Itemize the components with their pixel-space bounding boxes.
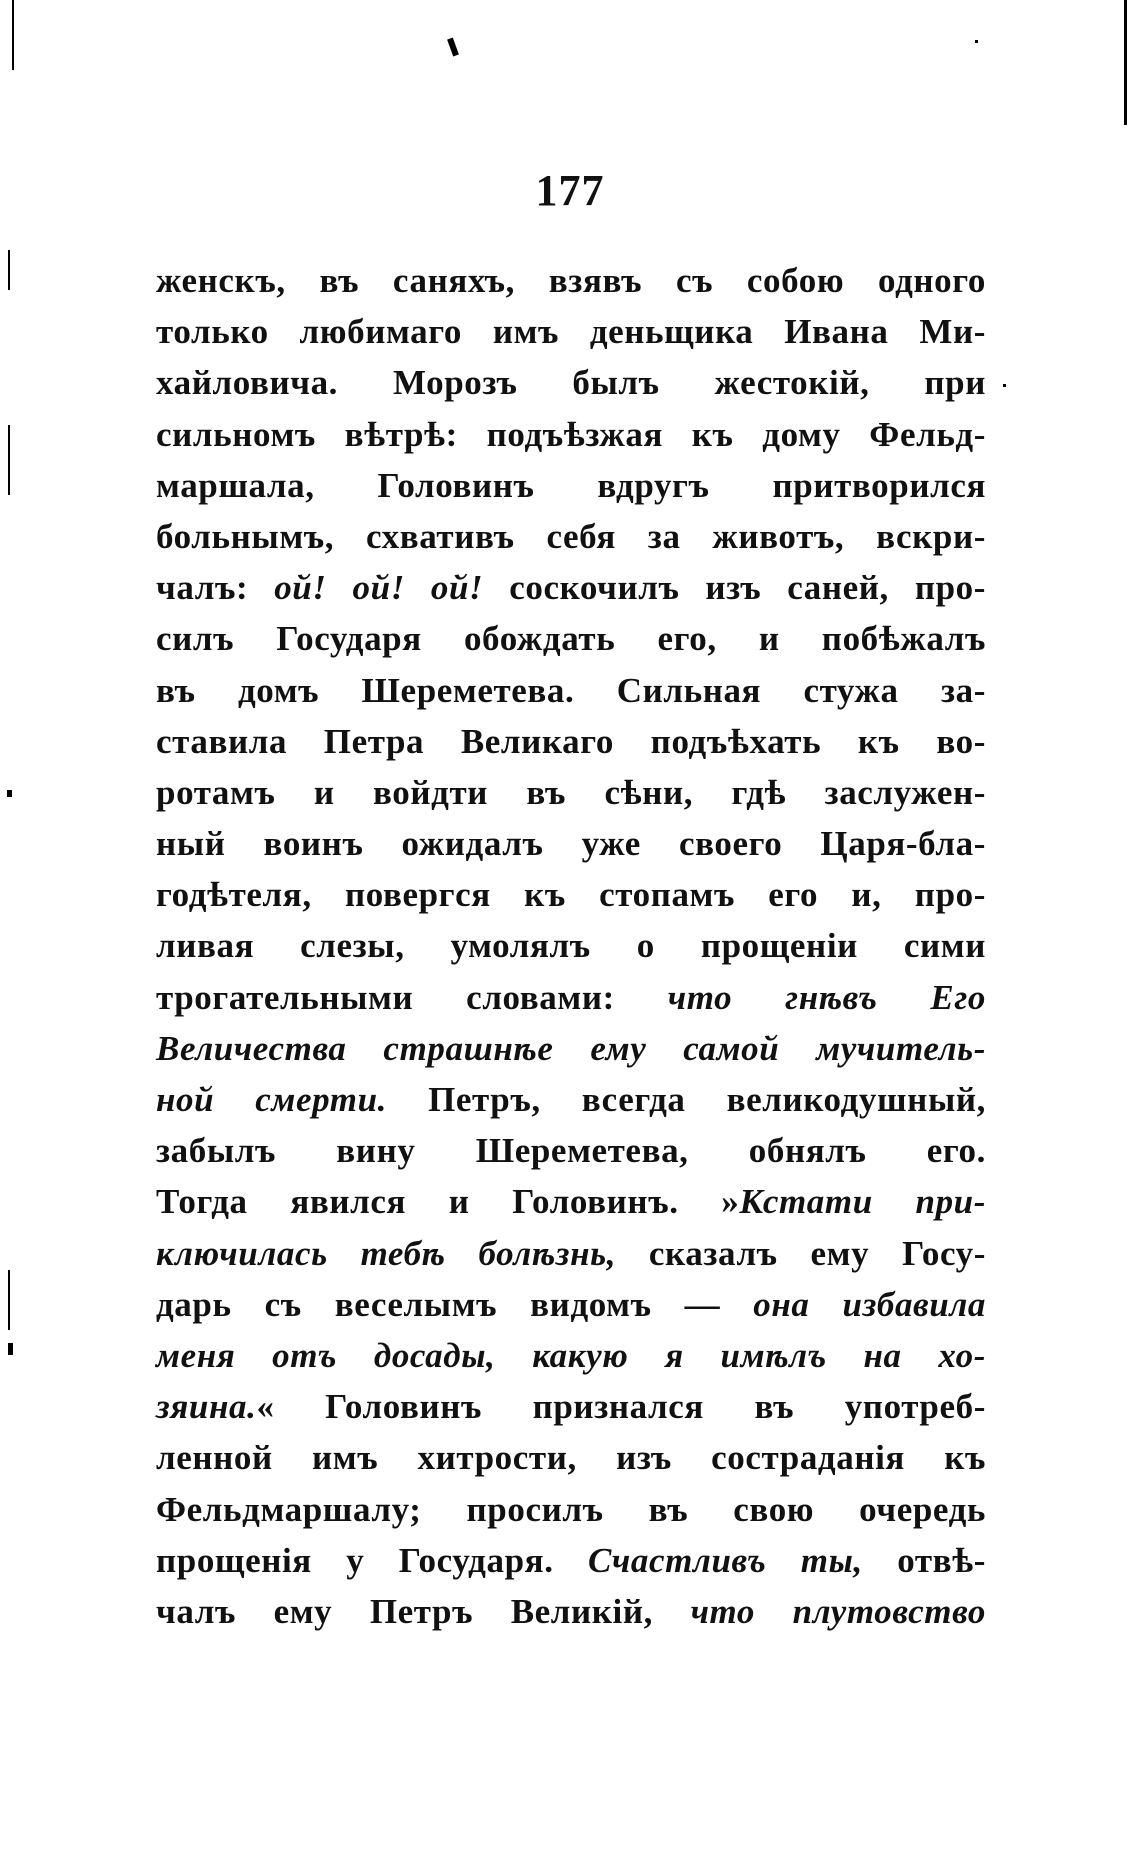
text-line [156,613,986,664]
text-span: « Головинъ признался въ употреб- [256,1387,986,1427]
text-span: ный воинъ ожидалъ уже своего Царя-бла- [156,824,986,864]
scan-artifact [12,0,14,70]
text-span: ротамъ и войдти въ сѣни, гдѣ заслужен- [156,772,986,812]
scan-artifact [1003,384,1006,387]
text-span: дарь съ веселымъ видомъ — [156,1284,754,1324]
text-line [156,1535,986,1586]
text-span: въ домъ Шереметева. Сильная стужа за- [156,670,986,710]
text-span: хайловича. Морозъ былъ жестокій, при [156,363,986,403]
text-line [156,306,986,357]
text-line [156,460,986,511]
text-span: маршала, Головинъ вдругъ притворился [156,465,986,505]
italic-text: Величества страшнѣе ему самой мучитель- [156,1028,986,1068]
italic-text: Кстати при- [739,1182,986,1222]
scan-artifact [447,38,459,57]
text-span: больнымъ, схвативъ себя за животъ, вскри- [156,516,986,556]
text-line [156,357,986,408]
text-line [156,511,986,562]
scan-artifact [1124,0,1127,125]
text-line [156,767,986,818]
text-line [156,1074,986,1125]
italic-text: меня отъ досады, какую я имѣлъ на хо- [156,1335,986,1375]
scan-artifact [8,1343,13,1355]
text-span: только любимаго имъ деньщика Ивана Ми- [156,312,986,352]
text-span: чалъ: [156,568,275,608]
text-span: сказалъ ему Госу- [616,1233,986,1273]
text-line [156,1279,986,1330]
text-span: ленной имъ хитрости, изъ состраданія къ [156,1438,986,1478]
text-line [156,716,986,767]
italic-text: она избавила [753,1284,987,1324]
italic-text: Счастливъ ты, [587,1540,863,1580]
italic-text: что гнѣвъ Его [667,977,986,1017]
text-line [156,665,986,716]
italic-text: что плутовство [690,1591,986,1631]
text-span: забылъ вину Шереметева, обнялъ его. [156,1131,986,1171]
text-span: отвѣ- [862,1540,986,1580]
text-line [156,1330,986,1381]
text-span: силъ Государя обождать его, и побѣжалъ [156,619,986,659]
italic-text: зяина. [156,1387,257,1427]
text-line [156,1176,986,1227]
text-line [156,972,986,1023]
text-line [156,1381,986,1432]
text-line [156,1586,986,1637]
text-span: прощенія у Государя. [156,1540,588,1580]
body-text [156,255,986,1637]
text-line [156,920,986,971]
text-span: годѣтеля, повергся къ стопамъ его и, про- [156,875,986,915]
text-line [156,255,986,306]
text-span: чалъ ему Петръ Великій, [156,1591,691,1631]
text-line [156,1125,986,1176]
page-number: 177 [535,166,605,215]
scan-artifact [8,1270,10,1330]
italic-text: ключилась тебѣ болѣзнь, [156,1233,617,1273]
scan-artifact [975,40,978,43]
text-line [156,1023,986,1074]
scan-artifact [7,790,12,797]
text-span: трогательными словами: [156,977,668,1017]
text-line [156,562,986,613]
text-span: Фельдмаршалу; просилъ въ свою очередь [156,1489,986,1529]
italic-text: ной смерти. [156,1080,387,1119]
text-span: соскочилъ изъ саней, про- [483,568,987,608]
scan-artifact [8,425,10,495]
text-line [156,409,986,460]
text-line [156,1484,986,1535]
text-line [156,1432,986,1483]
text-line [156,1228,986,1279]
scan-artifact [8,250,10,290]
text-line [156,869,986,920]
text-span: сильномъ вѣтрѣ: подъѣзжая къ дому Фельд- [156,414,986,454]
text-span: ставила Петра Великаго подъѣхать къ во- [156,721,986,761]
italic-text: ой! ой! ой! [274,568,484,608]
text-span: Тогда явился и Головинъ. » [156,1182,740,1222]
text-span: женскъ, въ саняхъ, взявъ съ собою одного [156,261,986,300]
text-line [156,818,986,869]
text-span: ливая слезы, умолялъ о прощеніи сими [156,926,986,966]
text-span: Петръ, всегда великодушный, [387,1080,986,1119]
